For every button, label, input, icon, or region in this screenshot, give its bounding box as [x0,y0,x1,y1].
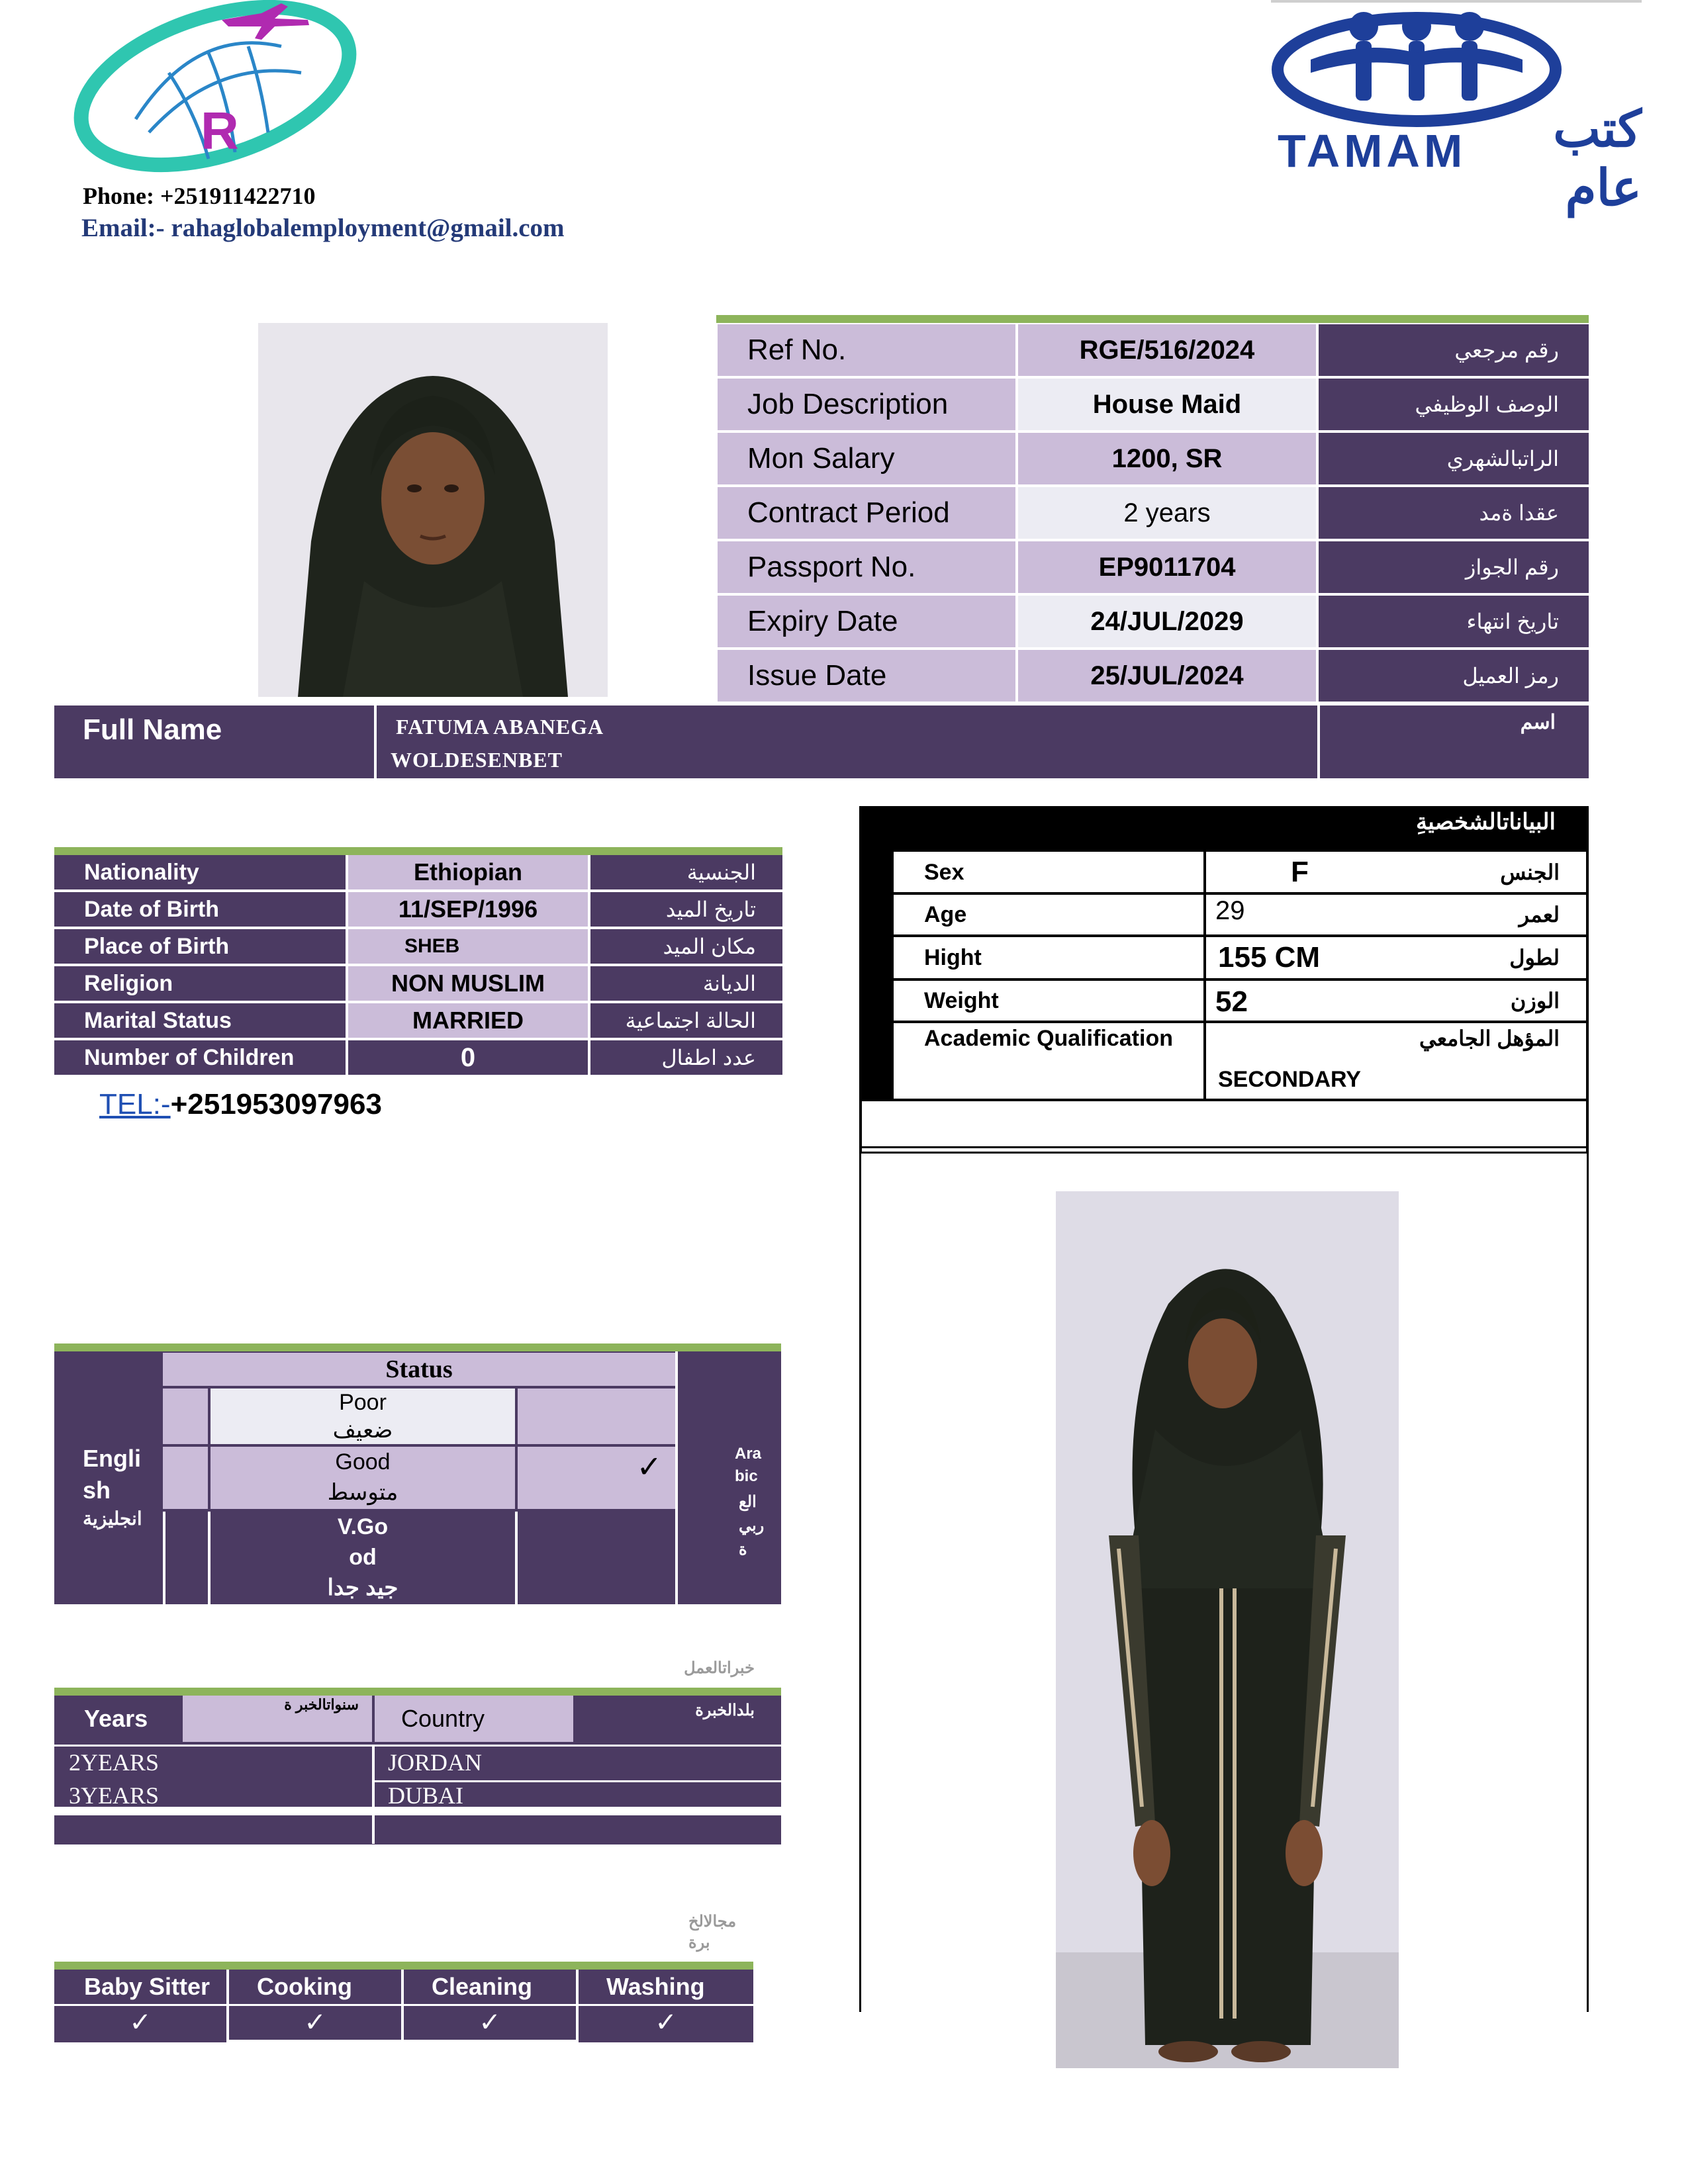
personal-value-cell: SHEB [348,929,588,964]
personal-value-cell: MARRIED [348,1003,588,1038]
personal-label-cell: Date of Birth [54,892,346,927]
ref-label-cell: Expiry Date [718,596,1015,647]
ref-value-cell: RGE/516/2024 [1018,324,1316,376]
ref-label-cell: Passport No. [718,541,1015,593]
tamam-arabic: كتب عام [1553,101,1642,216]
experience-years-value: 3YEARS [69,1782,160,1809]
personal-label-cell: Nationality [54,855,346,889]
personal-value-cell: 0 [348,1040,588,1075]
personal-right-value: 52 [1215,985,1248,1018]
ref-label-cell: Job Description [718,379,1015,430]
language-check-cell[interactable] [518,1447,675,1509]
ref-value-cell: 24/JUL/2029 [1018,596,1316,647]
personal-label-cell: Religion [54,966,346,1001]
experience-country-value: JORDAN [388,1749,483,1776]
ref-label-cell: Issue Date [718,650,1015,702]
personal-arabic-cell: عدد اطفال [590,1040,782,1075]
full-body-photo [1056,1191,1399,2068]
tamam-text: TAMAM [1278,125,1467,177]
language-level-cell: Good متوسط [211,1447,515,1509]
personal-right-label: Age [924,901,967,927]
full-name-arabic: اسم [1520,711,1556,733]
ref-value-cell: 2 years [1018,487,1316,539]
skill-check-icon: ✓ [129,2008,152,2037]
personal-right-label: Academic Qualification [924,1026,1173,1051]
ref-label-cell: Mon Salary [718,433,1015,484]
ref-value-cell: House Maid [1018,379,1316,430]
personal-label-cell: Number of Children [54,1040,346,1075]
personal-arabic-cell: الديانة [590,966,782,1001]
personal-right-value: 29 [1215,895,1245,925]
portrait-photo [258,323,608,697]
personal-right-label: Sex [924,859,964,885]
skill-label: Cleaning [432,1973,533,2000]
language-level-cell: V.Go od جيد جدا [327,1514,399,1600]
ref-arabic-cell: الراتب‎الشهري [1319,433,1589,484]
check-mark-icon: ✓ [636,1449,662,1484]
language-check-cell[interactable] [518,1388,675,1444]
experience-years-value: 2YEARS [69,1749,160,1776]
skill-label: Baby Sitter [84,1973,211,2000]
raha-logo [63,0,367,179]
arabic-arabic: الع ربي ة [739,1493,765,1559]
experience-country-value: DUBAI [388,1782,463,1809]
tel-prefix-link[interactable]: TEL:- [99,1088,171,1120]
personal-arabic-cell: الحالة اجتماعية [590,1003,782,1038]
personal-value-cell: Ethiopian [348,855,588,889]
personal-right-arabic: الوزن [1510,989,1560,1013]
experience-country-arabic: بلدالخبرة [576,1701,755,1720]
logo-letter: R [201,101,239,160]
skill-label: Washing [606,1973,705,2000]
ref-arabic-cell: الوصف الوظيفي [1319,379,1589,430]
phone-text: Phone: +251911422710 [83,183,316,209]
full-name-line2: WOLDESENBET [391,748,563,772]
experience-years-arabic: سنواتالخبر ة [183,1696,372,1742]
ref-arabic-cell: رقم الجواز [1319,541,1589,593]
personal-arabic-cell: مكان الميد [590,929,782,964]
personal-arabic-cell: الجنسية [590,855,782,889]
personal-right-title: البياناتالشخصيةِ [1416,809,1556,835]
personal-right-value: F [1291,856,1309,888]
language-level-cell: Poor ضعيف [211,1388,515,1444]
tel-line [99,1088,382,1121]
ref-arabic-cell: رقم مرجعي [1319,324,1589,376]
ref-value-cell: EP9011704 [1018,541,1316,593]
experience-years-header: Years [54,1696,180,1742]
skill-check-icon: ✓ [479,2008,501,2037]
personal-right-arabic: الجنس [1500,860,1560,884]
personal-label-cell: Marital Status [54,1003,346,1038]
skill-check-icon: ✓ [655,2008,677,2037]
ref-arabic-cell: تاريخ انتهاء [1319,596,1589,647]
ref-value-cell: 1200, SR [1018,433,1316,484]
email-text: Email:- rahaglobalemployment@gmail.com [81,214,565,242]
skill-label: Cooking [257,1973,352,2000]
personal-label-cell: Place of Birth [54,929,346,964]
full-name-line1: FATUMA ABANEGA [396,715,604,739]
ref-arabic-cell: عق‎دا ةمد [1319,487,1589,539]
experience-title: خبراتالعمل [684,1659,755,1677]
experience-country-header: Country [375,1696,573,1742]
ref-label-cell: Contract Period [718,487,1015,539]
personal-right-label: Hight [924,944,982,970]
personal-right-label: Weight [924,987,999,1013]
personal-arabic-cell: تاريخ الميد [590,892,782,927]
tamam-logo [1271,0,1642,216]
personal-right-arabic: المؤهل الجامعي [1419,1026,1560,1050]
english-label: Engli sh [83,1445,141,1504]
personal-right-value: SECONDARY [1218,1067,1361,1092]
personal-value-cell: NON MUSLIM [348,966,588,1001]
language-check-cell[interactable] [518,1512,675,1604]
personal-right-arabic: لطول [1509,946,1560,970]
english-arabic: انجليزية [83,1508,142,1529]
tel-number: +251953097963 [170,1088,382,1120]
personal-right-value: 155 CM [1218,941,1321,974]
personal-right-arabic: لعمر [1519,903,1560,927]
ref-label-cell: Ref No. [718,324,1015,376]
full-name-label: Full Name [83,713,222,746]
personal-value-cell: 11/SEP/1996 [348,892,588,927]
skills-title: مجالالخ برة [688,1913,737,1952]
ref-value-cell: 25/JUL/2024 [1018,650,1316,702]
status-header: Status [163,1353,675,1386]
ref-arabic-cell: رمز العميل [1319,650,1589,702]
skill-check-icon: ✓ [304,2008,326,2037]
arabic-label: Ara bic [735,1445,762,1485]
